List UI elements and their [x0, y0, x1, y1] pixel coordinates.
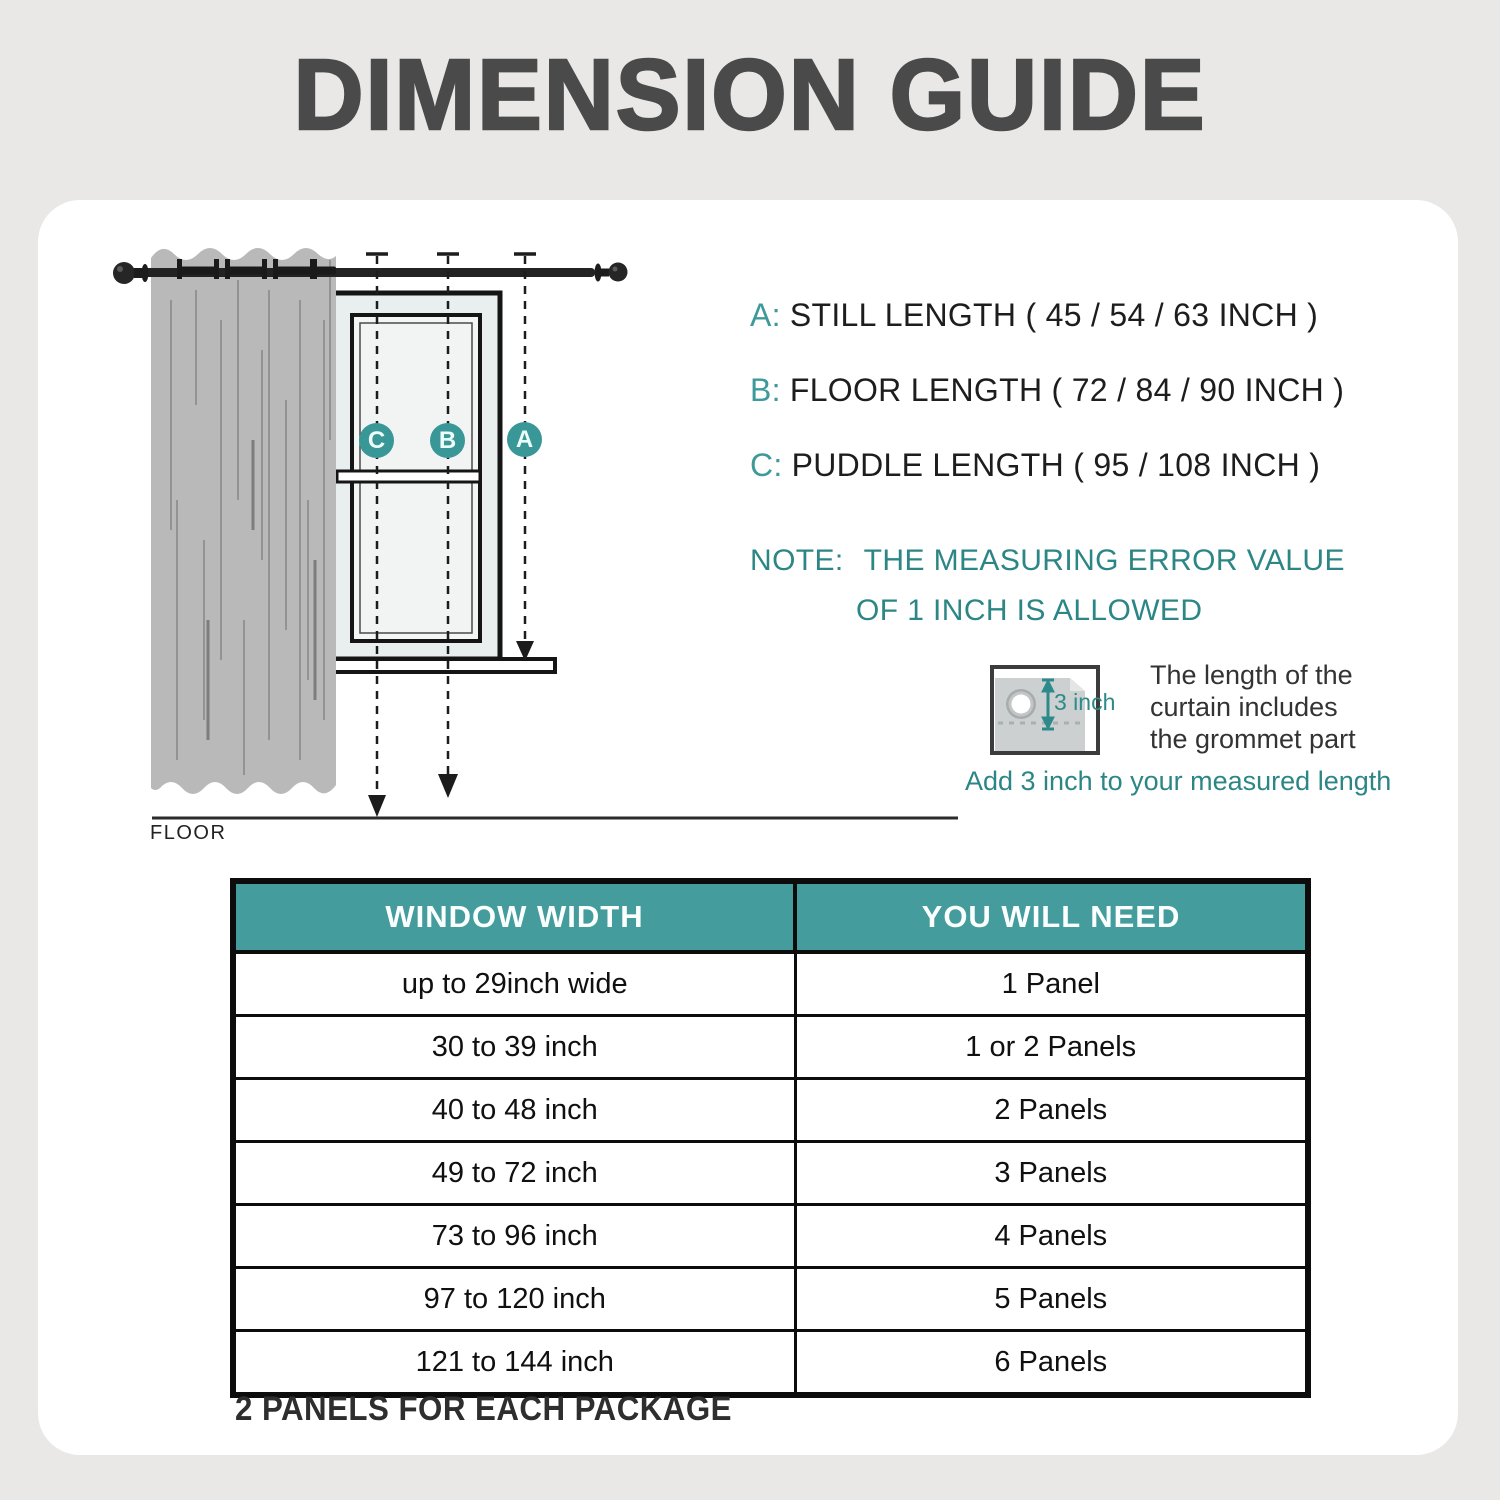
- marker-a: A: [507, 422, 542, 457]
- floor-label: FLOOR: [150, 822, 227, 844]
- table-row: [233, 1016, 1308, 1079]
- length-key-b: B:: [750, 372, 781, 408]
- length-line-a: [750, 297, 1318, 334]
- window-width-cell: 49 to 72 inch: [233, 1142, 795, 1205]
- panels-cell: 1 Panel: [795, 952, 1308, 1016]
- length-key-c: C:: [750, 447, 783, 483]
- note-line2: OF 1 INCH IS ALLOWED: [856, 594, 1203, 627]
- table-header-row: [233, 881, 1308, 952]
- note-block: [750, 536, 1345, 636]
- panels-cell: 5 Panels: [795, 1268, 1308, 1331]
- table-row: [233, 1331, 1308, 1396]
- window-width-cell: 97 to 120 inch: [233, 1268, 795, 1331]
- panels-cell: 2 Panels: [795, 1079, 1308, 1142]
- note-label: NOTE:: [750, 544, 844, 577]
- table-row: [233, 1142, 1308, 1205]
- note-line1: THE MEASURING ERROR VALUE: [863, 544, 1345, 577]
- col-header-you-will-need: YOU WILL NEED: [795, 881, 1308, 952]
- package-note: 2 PANELS FOR EACH PACKAGE: [235, 1390, 732, 1428]
- panels-cell: 1 or 2 Panels: [795, 1016, 1308, 1079]
- window-frame: [323, 293, 555, 672]
- curtain: [151, 248, 336, 794]
- grommet-caption-line2: curtain includes: [1150, 692, 1338, 722]
- table-row: [233, 1268, 1308, 1331]
- panel-size-table: [230, 878, 1311, 1398]
- guide-card: [38, 200, 1458, 1455]
- three-inch-label: 3 inch: [1054, 689, 1116, 715]
- panels-cell: 6 Panels: [795, 1331, 1308, 1396]
- table-row: [233, 1079, 1308, 1142]
- col-header-window-width: WINDOW WIDTH: [233, 881, 795, 952]
- length-text-a: STILL LENGTH ( 45 / 54 / 63 INCH ): [789, 297, 1319, 333]
- window-width-cell: 30 to 39 inch: [233, 1016, 795, 1079]
- window-width-cell: 40 to 48 inch: [233, 1079, 795, 1142]
- length-line-b: [750, 372, 1344, 409]
- grommet-caption: [1150, 659, 1356, 755]
- length-key-a: A:: [750, 297, 781, 333]
- page-title: DIMENSION GUIDE: [293, 39, 1207, 151]
- table-row: [233, 1205, 1308, 1268]
- window-width-cell: 73 to 96 inch: [233, 1205, 795, 1268]
- length-line-c: [750, 447, 1320, 484]
- window-width-cell: 121 to 144 inch: [233, 1331, 795, 1396]
- window-width-cell: up to 29inch wide: [233, 952, 795, 1016]
- length-text-b: FLOOR LENGTH ( 72 / 84 / 90 INCH ): [789, 372, 1345, 408]
- grommet-caption-line1: The length of the: [1150, 660, 1353, 690]
- grommet-caption-line3: the grommet part: [1150, 724, 1356, 754]
- table-row: [233, 952, 1308, 1016]
- marker-b: B: [430, 423, 465, 458]
- length-text-c: PUDDLE LENGTH ( 95 / 108 INCH ): [791, 447, 1321, 483]
- panels-cell: 3 Panels: [795, 1142, 1308, 1205]
- grommet-tip: Add 3 inch to your measured length: [965, 766, 1392, 796]
- panels-cell: 4 Panels: [795, 1205, 1308, 1268]
- marker-c: C: [359, 423, 394, 458]
